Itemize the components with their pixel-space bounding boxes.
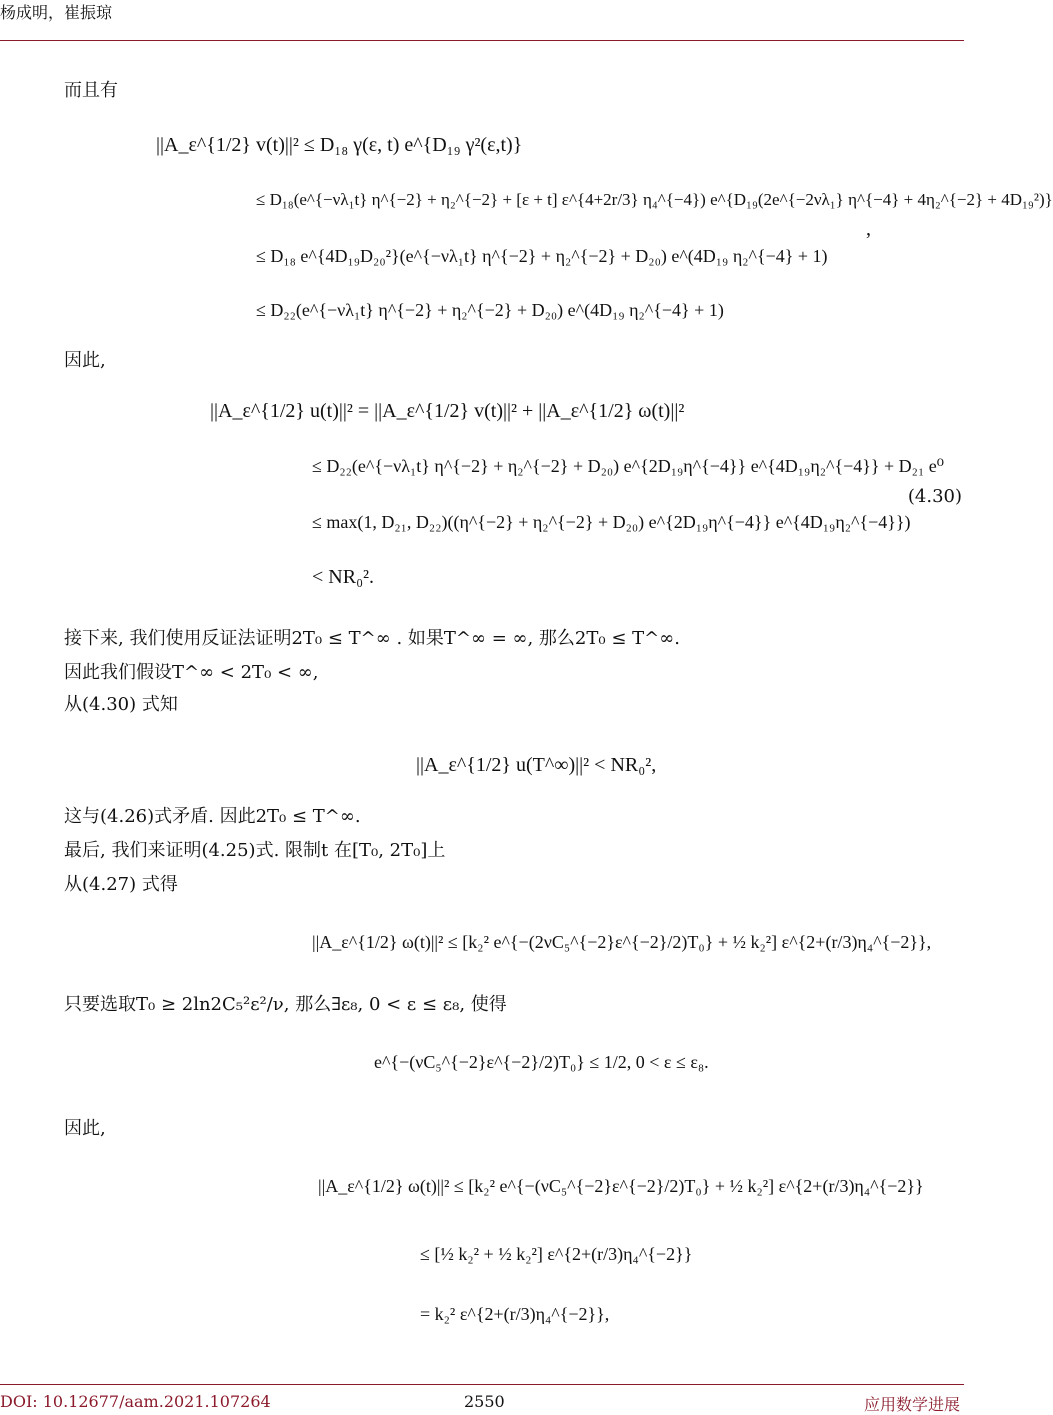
footer-rule: [0, 1384, 964, 1385]
paragraph-from-4-27: 从(4.27) 式得: [64, 874, 178, 895]
equation-t-infinity: ||A_ε^{1/2} u(T^∞)||² < NR₀²,: [416, 754, 657, 776]
equation-v-line-3: ≤ D₁₈ e^{4D₁₉D₂₀²}(e^{−νλ₁t} η^{−2} + η₂^{−2} + D₂₀) e^(4D₁₉ η₂^{−4} + 1): [256, 246, 828, 266]
equation-exponential: e^{−(νC₅^{−2}ε^{−2}/2)T₀} ≤ 1/2, 0 < ε ≤ ε₈.: [374, 1052, 709, 1072]
footer-doi-link[interactable]: DOI: 10.12677/aam.2021.107264: [0, 1392, 271, 1411]
paragraph-therefore-2: 因此,: [64, 1118, 106, 1139]
equation-u-line-4: < NR₀².: [312, 566, 375, 588]
paragraph-moreover: 而且有: [64, 80, 118, 101]
equation-number-4-30: (4.30): [907, 486, 962, 507]
paragraph-from-4-30: 从(4.30) 式知: [64, 694, 178, 715]
equation-omega-bound: ||A_ε^{1/2} ω(t)||² ≤ [k₂² e^{−(2νC₅^{−2}ε^{−2}/2)T₀} + ½ k₂²] ε^{2+(r/3)η₄^{−2}},: [312, 932, 932, 952]
equation-final-line-2: ≤ [½ k₂² + ½ k₂²] ε^{2+(r/3)η₄^{−2}}: [420, 1244, 693, 1264]
paragraph-assume: 因此我们假设T^∞ < 2T₀ < ∞,: [64, 662, 319, 683]
header-rule: [0, 40, 964, 41]
equation-u-line-2: ≤ D₂₂(e^{−νλ₁t} η^{−2} + η₂^{−2} + D₂₀) e^{2D₁₉η^{−4}} e^{4D₁₉η₂^{−4}} + D₂₁ e⁰: [312, 456, 944, 476]
footer-page-number: 2550: [464, 1392, 505, 1411]
paragraph-therefore-1: 因此,: [64, 350, 106, 371]
paragraph-choose-t0: 只要选取T₀ ≥ 2ln2C₅²ε²/ν, 那么∃ε₈, 0 < ε ≤ ε₈, 使得: [64, 994, 507, 1015]
paragraph-next: 接下来, 我们使用反证法证明2T₀ ≤ T^∞ . 如果T^∞ = ∞, 那么2T₀ ≤ T^∞.: [64, 628, 680, 649]
equation-v-comma: ,: [866, 218, 871, 240]
paragraph-contradiction: 这与(4.26)式矛盾. 因此2T₀ ≤ T^∞.: [64, 806, 361, 827]
equation-u-line-1: ||A_ε^{1/2} u(t)||² = ||A_ε^{1/2} v(t)||² + ||A_ε^{1/2} ω(t)||²: [210, 400, 685, 422]
paragraph-finally: 最后, 我们来证明(4.25)式. 限制t 在[T₀, 2T₀]上: [64, 840, 446, 861]
equation-final-line-3: = k₂² ε^{2+(r/3)η₄^{−2}},: [420, 1304, 610, 1324]
equation-v-line-2: ≤ D₁₈(e^{−νλ₁t} η^{−2} + η₂^{−2} + [ε + t] ε^{4+2r/3} η₄^{−4}) e^{D₁₉(2e^{−2νλ₁} η^{−4} + 4η₂^{−2} + 4D₁₉²)}: [256, 190, 1053, 209]
footer-journal-name: 应用数学进展: [863, 1395, 960, 1414]
equation-u-line-3: ≤ max(1, D₂₁, D₂₂)((η^{−2} + η₂^{−2} + D₂₀) e^{2D₁₉η^{−4}} e^{4D₁₉η₂^{−4}}): [312, 512, 911, 532]
equation-v-line-4: ≤ D₂₂(e^{−νλ₁t} η^{−2} + η₂^{−2} + D₂₀) e^(4D₁₉ η₂^{−4} + 1): [256, 300, 724, 320]
running-header-authors: 杨成明，崔振琼: [0, 3, 113, 22]
equation-final-line-1: ||A_ε^{1/2} ω(t)||² ≤ [k₂² e^{−(νC₅^{−2}ε^{−2}/2)T₀} + ½ k₂²] ε^{2+(r/3)η₄^{−2}}: [318, 1176, 924, 1196]
equation-v-line-1: ||A_ε^{1/2} v(t)||² ≤ D₁₈ γ(ε, t) e^{D₁₉ γ²(ε,t)}: [156, 134, 523, 156]
